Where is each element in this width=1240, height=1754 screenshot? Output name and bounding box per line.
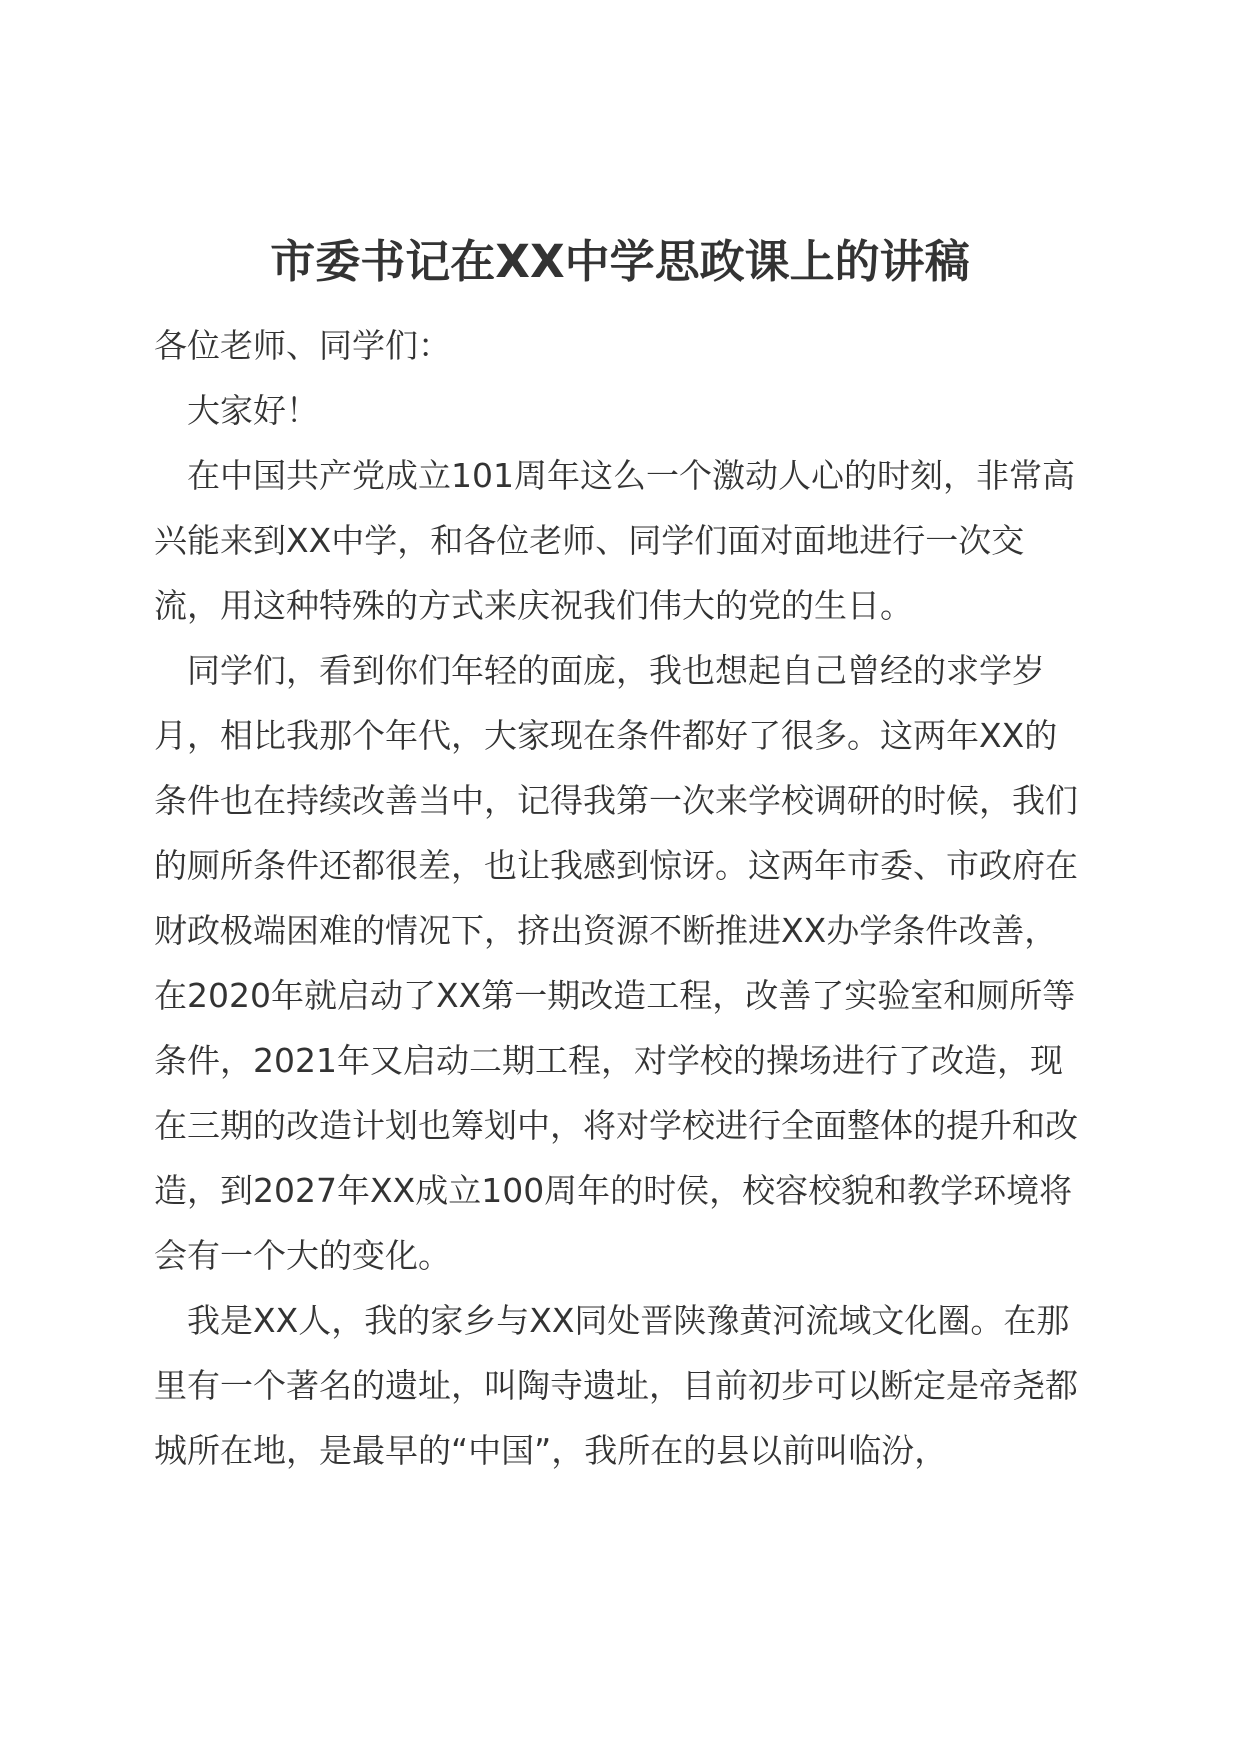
paragraph: 在中国共产党成立101周年这么一个激动人心的时刻，非常高兴能来到XX中学，和各位老师、同学们面对面地进行一次交流，用这种特殊的方式来庆祝我们伟大的党的生日。: [154, 456, 1075, 625]
document-title: 市委书记在XX中学思政课上的讲稿: [270, 235, 970, 288]
salutation: 各位老师、同学们：: [154, 326, 451, 365]
greeting: 大家好！: [187, 391, 319, 430]
paragraph: 我是XX人，我的家乡与XX同处晋陕豫黄河流域文化圈。在那里有一个著名的遗址，叫陶寺遗址，目前初步可以断定是帝尧都城所在地，是最早的“中国”，我所在的县以前叫临汾，: [154, 1301, 1078, 1470]
document-body: [154, 313, 1086, 1483]
paragraph: 同学们，看到你们年轻的面庞，我也想起自己曾经的求学岁月，相比我那个年代，大家现在条件都好了很多。这两年XX的条件也在持续改善当中，记得我第一次来学校调研的时候，我们的厕所条件还都很差，也让我感到惊讶。这两年市委、市政府在财政极端困难的情况下，挤出资源不断推进XX办学条件改善，在2020年就启动了XX第一期改造工程，改善了实验室和厕所等条件，2021年又启动二期工程，对学校的操场进行了改造，现在三期的改造计划也筹划中，将对学校进行全面整体的提升和改造，到2027年XX成立100周年的时侯，校容校貌和教学环境将会有一个大的变化。: [154, 651, 1078, 1275]
